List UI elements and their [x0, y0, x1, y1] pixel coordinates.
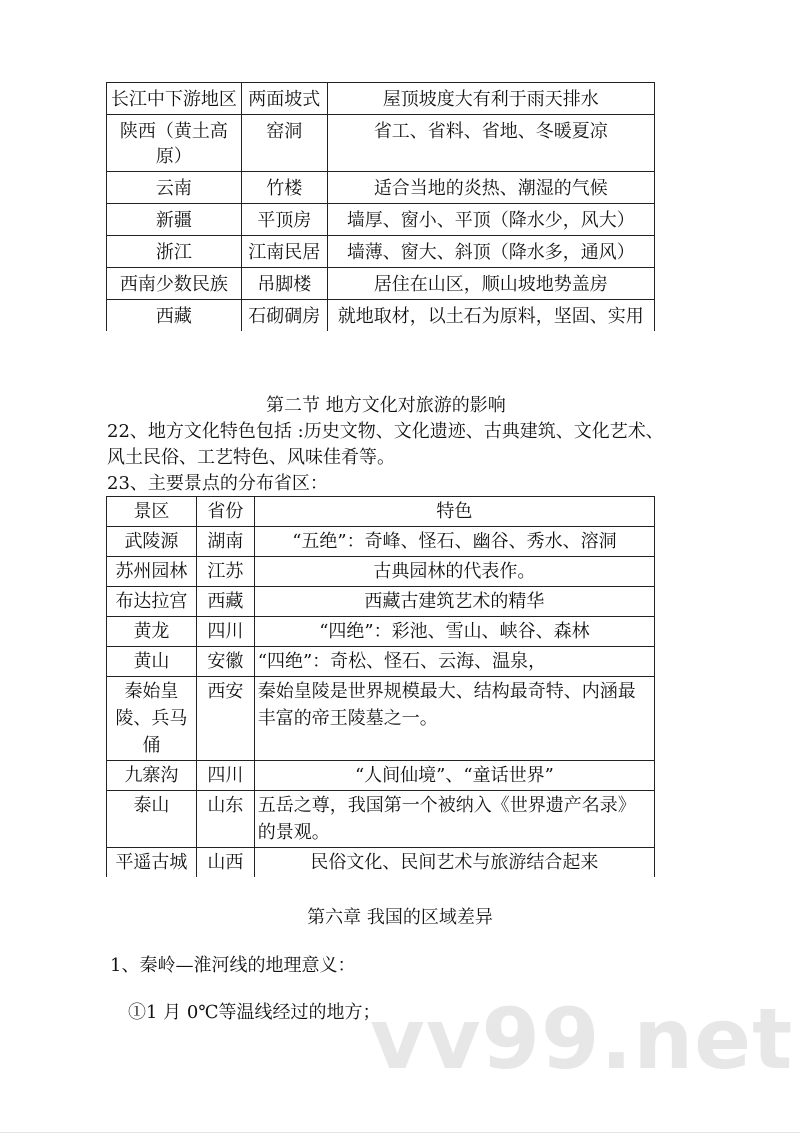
- table-row: [107, 268, 655, 300]
- column-header-feature: 特色: [254, 497, 654, 527]
- feature-cell: 西藏古建筑艺术的精华: [254, 587, 654, 617]
- province-cell: 安徽: [196, 647, 254, 677]
- region-cell: 西藏: [107, 300, 242, 332]
- table-row: [107, 557, 655, 587]
- province-cell: 四川: [196, 617, 254, 647]
- feature-cell: “四绝”：彩池、雪山、峡谷、森林: [254, 617, 654, 647]
- spot-cell: 武陵源: [107, 527, 197, 557]
- column-header-spot: 景区: [107, 497, 197, 527]
- table-row: [107, 617, 655, 647]
- table-row: [107, 527, 655, 557]
- province-cell: 江苏: [196, 557, 254, 587]
- paragraph-line: 风土民俗、工艺特色、风味佳肴等。: [107, 447, 395, 468]
- feature-cell: “四绝”：奇松、怪石、云海、温泉，: [254, 647, 654, 677]
- province-cell: 湖南: [196, 527, 254, 557]
- dwelling-feature-cell: 墙薄、窗大、斜顶（降水多，通风）: [327, 236, 654, 268]
- table-row: [107, 677, 655, 761]
- dwelling-feature-cell: 居住在山区，顺山坡地势盖房: [327, 268, 654, 300]
- table-row: [107, 647, 655, 677]
- table-row: [107, 204, 655, 236]
- province-cell: 四川: [196, 761, 254, 791]
- feature-cell: “五绝”：奇峰、怪石、幽谷、秀水、溶洞: [254, 527, 654, 557]
- feature-cell: 秦始皇陵是世界规模最大、结构最奇特、内涵最丰富的帝王陵墓之一。: [254, 677, 654, 761]
- table-header-row: [107, 497, 655, 527]
- dwelling-feature-cell: 墙厚、窗小、平顶（降水少，风大）: [327, 204, 654, 236]
- paragraph-line: 22、地方文化特色包括 :历史文物、文化遗迹、古典建筑、文化艺术、: [107, 421, 664, 442]
- feature-cell: 民俗文化、民间艺术与旅游结合起来: [254, 848, 654, 878]
- dwelling-type-cell: 平顶房: [241, 204, 327, 236]
- dwelling-table: [106, 82, 655, 331]
- spot-cell: 平遥古城: [107, 848, 197, 878]
- column-header-province: 省份: [196, 497, 254, 527]
- dwelling-type-cell: 吊脚楼: [241, 268, 327, 300]
- watermark: vv99.net: [370, 990, 794, 1088]
- table-row: [107, 761, 655, 791]
- table-row: [107, 791, 655, 848]
- spot-cell: 九寨沟: [107, 761, 197, 791]
- dwelling-type-cell: 江南民居: [241, 236, 327, 268]
- province-cell: 山东: [196, 791, 254, 848]
- dwelling-type-cell: 两面坡式: [241, 83, 327, 115]
- feature-cell: 古典园林的代表作。: [254, 557, 654, 587]
- dwelling-type-cell: 窑洞: [241, 115, 327, 172]
- dwelling-type-cell: 石砌碉房: [241, 300, 327, 332]
- dwelling-feature-cell: 就地取材，以土石为原料，坚固、实用: [327, 300, 654, 332]
- spot-cell: 秦始皇陵、兵马俑: [107, 677, 197, 761]
- spot-cell: 苏州园林: [107, 557, 197, 587]
- section-title: 第二节 地方文化对旅游的影响: [266, 395, 506, 416]
- chapter-title: 第六章 我国的区域差异: [307, 907, 493, 928]
- dwelling-type-cell: 竹楼: [241, 172, 327, 204]
- table-row: [107, 236, 655, 268]
- feature-cell: “人间仙境”、“童话世界”: [254, 761, 654, 791]
- paragraph-line: 23、主要景点的分布省区：: [107, 473, 328, 494]
- page-edge-divider: [0, 1132, 800, 1133]
- table-row: [107, 115, 655, 172]
- spot-cell: 黄山: [107, 647, 197, 677]
- province-cell: 山西: [196, 848, 254, 878]
- table-row: [107, 83, 655, 115]
- province-cell: 西藏: [196, 587, 254, 617]
- spot-cell: 黄龙: [107, 617, 197, 647]
- dwelling-feature-cell: 屋顶坡度大有利于雨天排水: [327, 83, 654, 115]
- table-row: [107, 300, 655, 332]
- spot-cell: 泰山: [107, 791, 197, 848]
- paragraph-line: ①1 月 0℃等温线经过的地方；: [128, 1002, 381, 1023]
- region-cell: 长江中下游地区: [107, 83, 242, 115]
- table-row: [107, 172, 655, 204]
- region-cell: 陕西（黄土高原）: [107, 115, 242, 172]
- region-cell: 云南: [107, 172, 242, 204]
- table-row: [107, 587, 655, 617]
- region-cell: 浙江: [107, 236, 242, 268]
- scenic-spots-table: [106, 496, 655, 877]
- dwelling-feature-cell: 省工、省料、省地、冬暖夏凉: [327, 115, 654, 172]
- region-cell: 新疆: [107, 204, 242, 236]
- feature-cell: 五岳之尊，我国第一个被纳入《世界遗产名录》的景观。: [254, 791, 654, 848]
- province-cell: 西安: [196, 677, 254, 761]
- spot-cell: 布达拉宫: [107, 587, 197, 617]
- paragraph-line: 1、秦岭—淮河线的地理意义：: [110, 955, 356, 976]
- table-row: [107, 848, 655, 878]
- region-cell: 西南少数民族: [107, 268, 242, 300]
- dwelling-feature-cell: 适合当地的炎热、潮湿的气候: [327, 172, 654, 204]
